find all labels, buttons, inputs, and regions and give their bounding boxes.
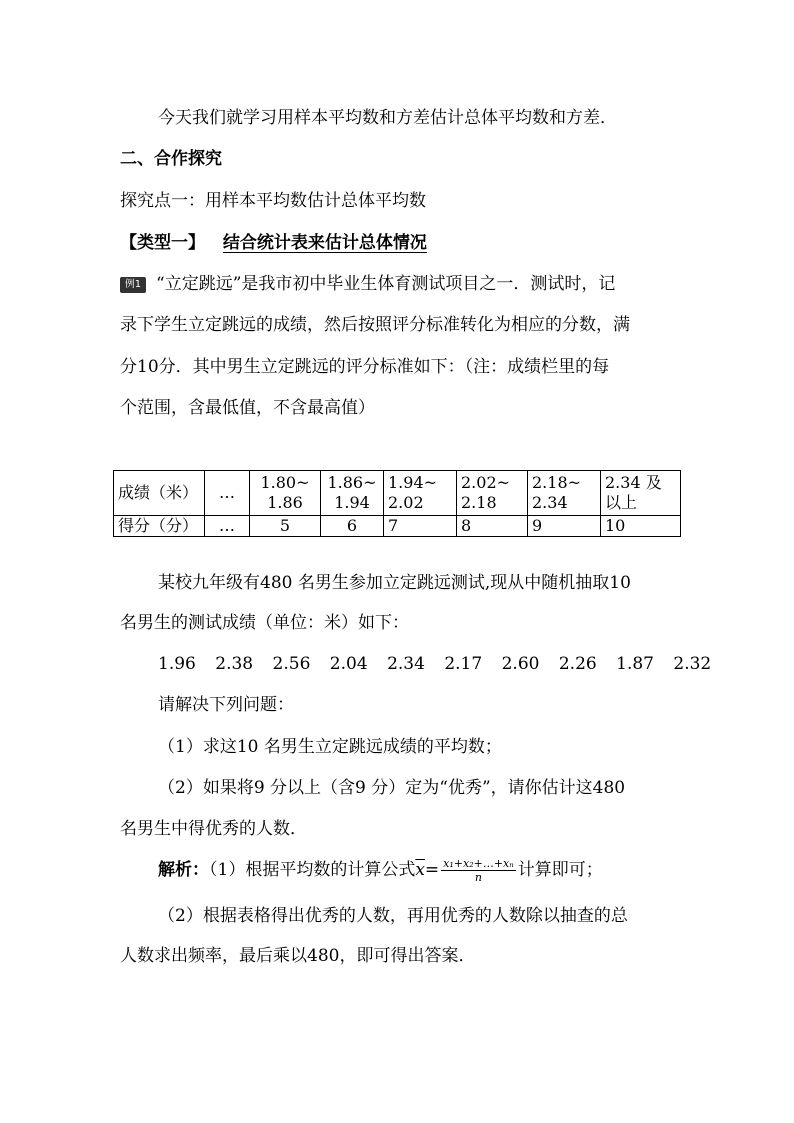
table-cell: 7	[384, 516, 457, 537]
question-1: （1）求这10 名男生立定跳远成绩的平均数；	[158, 737, 502, 757]
table-row-score	[114, 516, 681, 537]
example-text-1: “立定跳远”是我市初中毕业生体育测试项目之一．测试时，记	[156, 274, 616, 294]
score-value: 2.32	[673, 654, 712, 674]
analysis-text-1: （1）根据平均数的计算公式	[209, 860, 416, 880]
table-cell: …	[205, 471, 250, 516]
table-cell: 8	[457, 516, 528, 537]
question-2-line-1: （2）如果将9 分以上（含9 分）定为“优秀”，请你估计这480	[158, 778, 626, 798]
score-value: 2.56	[272, 654, 311, 674]
score-value: 2.34	[387, 654, 425, 674]
type-bracket: 【类型一】	[120, 233, 205, 253]
score-value: 2.38	[215, 654, 254, 674]
example-line-2: 录下学生立定跳远的成绩，然后按照评分标准转化为相应的分数，满	[120, 315, 630, 335]
table-cell: 9	[528, 516, 601, 537]
question-2-line-2: 名男生中得优秀的人数．	[120, 819, 307, 839]
example-line-3: 分10分．其中男生立定跳远的评分标准如下：（注：成绩栏里的每	[120, 357, 610, 377]
score-value: 1.87	[616, 654, 654, 674]
type-title: 结合统计表来估计总体情况	[222, 233, 427, 253]
mean-formula	[441, 857, 516, 884]
score-value: 1.96	[158, 654, 196, 674]
score-list	[158, 652, 711, 676]
intro-text: 今天我们就学习用样本平均数和方差估计总体平均数和方差．	[158, 108, 617, 128]
scoring-table	[113, 470, 681, 537]
table-cell: 1.86~ 1.94	[321, 471, 384, 516]
equals-sign: =	[424, 860, 440, 880]
table-cell: 10	[601, 516, 681, 537]
table-cell: 2.18~ 2.34	[528, 471, 601, 516]
analysis-line-2: （2）根据表格得出优秀的人数，再用优秀的人数除以抽查的总	[158, 906, 628, 926]
analysis-label: 解析：	[158, 860, 209, 880]
exploration-point: 探究点一：用样本平均数估计总体平均数	[120, 191, 426, 211]
type-heading	[120, 231, 427, 255]
table-cell: 2.34 及以上	[601, 471, 681, 516]
table-cell: 得分（分）	[114, 516, 205, 537]
example-line-4: 个范围，含最低值，不含最高值）	[120, 398, 375, 418]
table-cell: 6	[321, 516, 384, 537]
table-cell: 1.94~ 2.02	[384, 471, 457, 516]
formula-denominator: n	[474, 871, 482, 884]
section-heading: 二、合作探究	[120, 149, 222, 169]
problem-prompt: 请解决下列问题：	[158, 695, 294, 715]
table-cell: 2.02~ 2.18	[457, 471, 528, 516]
analysis-line-3: 人数求出频率，最后乘以480，即可得出答案．	[120, 946, 476, 966]
example-line-1	[120, 272, 615, 296]
table-cell: …	[205, 516, 250, 537]
analysis-text-1-end: 计算即可；	[517, 860, 603, 880]
score-value: 2.17	[444, 654, 483, 674]
table-row-grade	[114, 471, 681, 516]
score-value: 2.60	[501, 654, 540, 674]
problem-line-1: 某校九年级有480 名男生参加立定跳远测试,现从中随机抽取10	[158, 573, 631, 593]
formula-numerator: x₁+x₂+…+xₙ	[443, 857, 514, 870]
table-cell: 成绩（米）	[114, 471, 205, 516]
problem-line-2: 名男生的测试成绩（单位：米）如下：	[120, 613, 409, 633]
score-value: 2.04	[329, 654, 368, 674]
example-badge: 例1	[120, 277, 146, 293]
analysis-line-1	[158, 857, 603, 884]
table-cell: 1.80~ 1.86	[250, 471, 321, 516]
mean-symbol: $\overline{x}$	[415, 860, 425, 880]
score-value: 2.26	[558, 654, 597, 674]
table-cell: 5	[250, 516, 321, 537]
